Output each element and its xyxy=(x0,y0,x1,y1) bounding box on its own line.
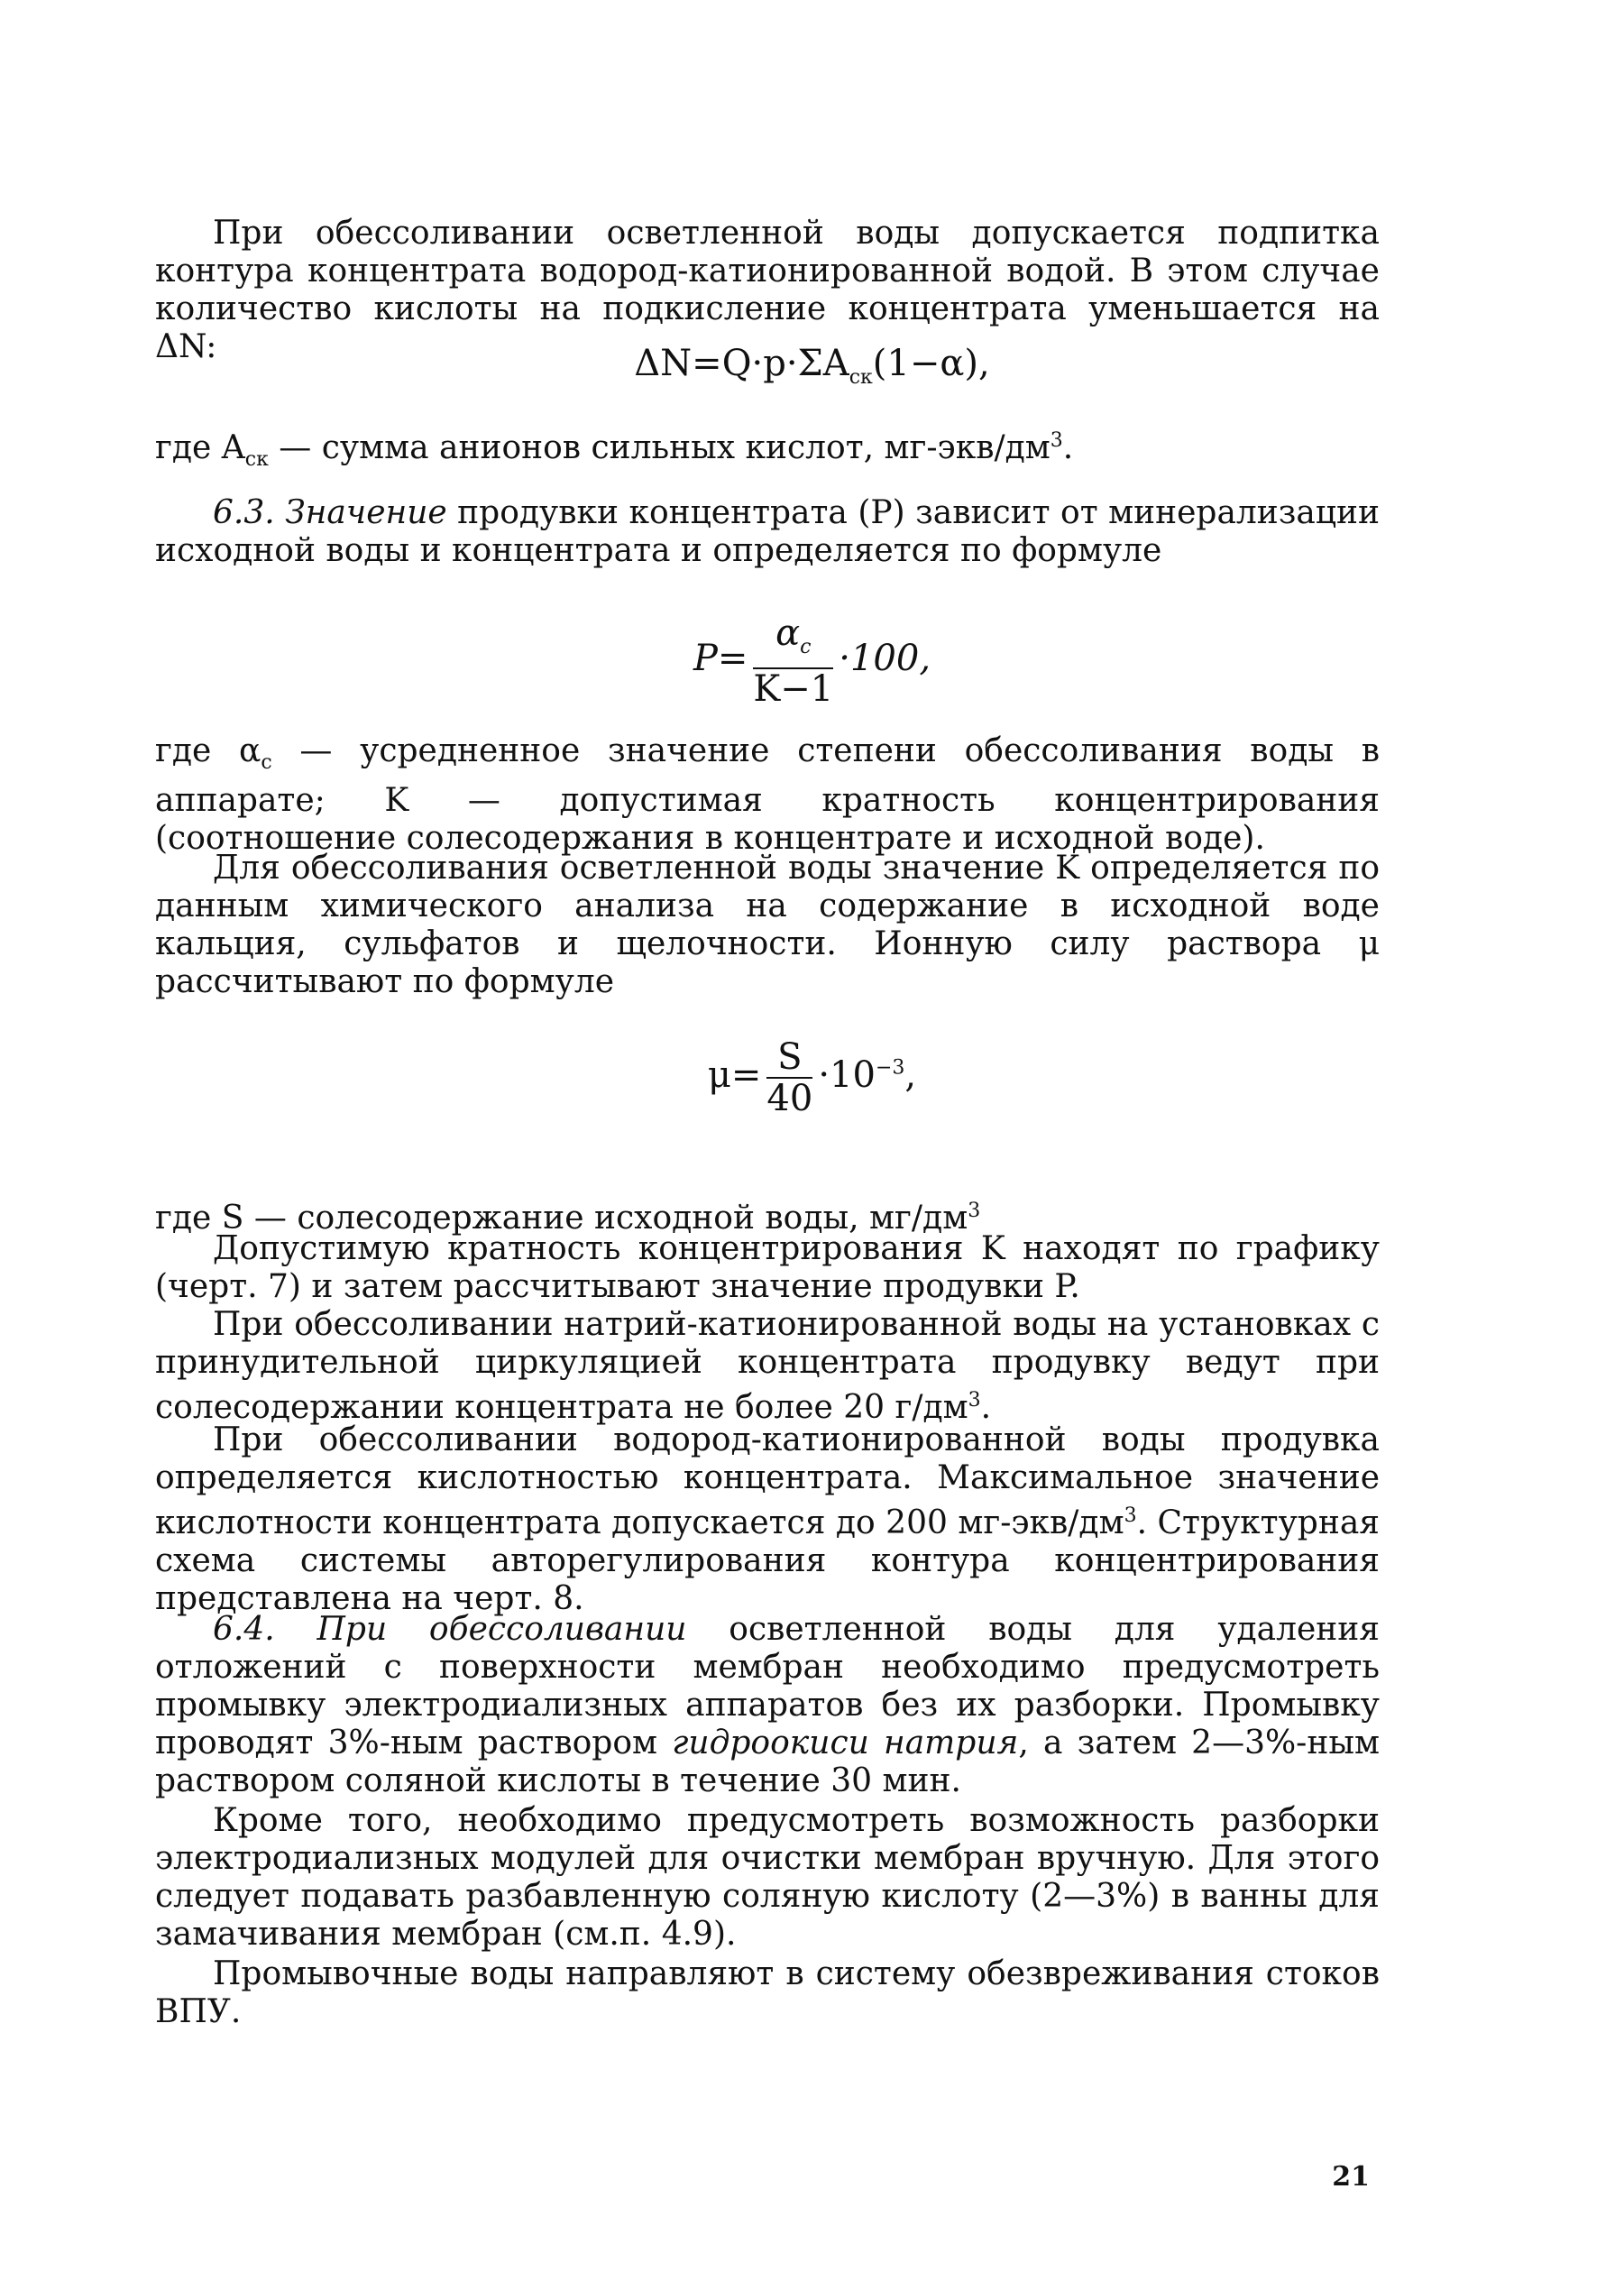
formula-tail: ·100, xyxy=(839,638,931,679)
formula-subscript: ск xyxy=(849,366,873,389)
section-text-b: , а затем 2—3%-ным раствором соляной кислоты в течение 30 мин. xyxy=(155,1725,1380,1799)
section-text: продувки концентрата (P) зависит от минерализации исходной воды и концентрата и определяется по формуле xyxy=(155,494,1381,569)
formula-lhs: P= xyxy=(693,638,748,679)
paragraph-hydrogen xyxy=(155,1421,1380,1618)
formula-tail: (1−α), xyxy=(872,343,990,384)
paragraph-wash-water xyxy=(155,1955,1380,2031)
section-6-4 xyxy=(155,1611,1380,1800)
page-number: 21 xyxy=(1332,2161,1370,2193)
formula-text: ΔN=Q·p·ΣA xyxy=(634,343,849,384)
section-keyword: При обессоливании xyxy=(317,1611,687,1648)
def-text: — усредненное значение степени обессоливания воды в аппарате; K — допустимая кратность концентрирования (соотношение солесодержания в концентрате и исходной воде). xyxy=(155,732,1381,858)
def-superscript: 3 xyxy=(1050,429,1063,452)
paragraph-text: Для обессоливания осветленной воды значение K определяется по данным химического анализа на содержание в исходной воде кальция, сульфатов и щелочности. Ионную силу раствора μ рассчитывают по формуле xyxy=(155,850,1380,1000)
def-prefix: где A xyxy=(155,429,245,466)
fraction-numerator: α xyxy=(775,612,801,654)
formula-delta-n xyxy=(0,343,1624,389)
def-subscript: ск xyxy=(244,448,269,472)
section-6-3 xyxy=(155,494,1380,570)
section-italic: гидроокиси натрия xyxy=(672,1725,1019,1761)
paragraph-tail: . Структурная схема системы авторегулирования контура концентрирования представлена на черт. 8. xyxy=(155,1504,1380,1617)
fraction-denominator: 40 xyxy=(766,1078,813,1119)
fraction-denominator: K−1 xyxy=(753,668,834,710)
paragraph-sodium xyxy=(155,1306,1380,1427)
paragraph-text: При обессоливании натрий-катионированной воды на установках с принудительной циркуляцией концентрата продувку ведут при солесодержании концентрата не более 20 г/дм xyxy=(155,1306,1380,1426)
paragraph-ionic-strength xyxy=(155,850,1380,1001)
formula-fraction xyxy=(766,1037,812,1118)
paragraph-text: Промывочные воды направляют в систему обезвреживания стоков ВПУ. xyxy=(155,1955,1380,2030)
def-text: где S — солесодержание исходной воды, мг/дм xyxy=(155,1200,968,1237)
fraction-num-subscript: с xyxy=(800,636,812,658)
formula-lhs: μ= xyxy=(707,1054,762,1096)
definition-anions xyxy=(155,422,1380,479)
def-subscript: с xyxy=(261,751,272,775)
formula-exponent: −3 xyxy=(875,1056,905,1080)
definition-alpha xyxy=(155,732,1380,858)
formula-tail: ·10 xyxy=(818,1054,876,1096)
section-number: 6.3. xyxy=(213,494,275,531)
section-keyword: Значение xyxy=(285,494,447,531)
paragraph-end: . xyxy=(980,1389,992,1426)
def-end: . xyxy=(1062,429,1074,466)
paragraph-superscript: 3 xyxy=(1124,1504,1137,1527)
paragraph-concentration xyxy=(155,1230,1380,1306)
paragraph-disassembly xyxy=(155,1802,1380,1954)
def-text: — сумма анионов сильных кислот, мг-экв/дм xyxy=(268,429,1051,466)
formula-end: , xyxy=(904,1054,917,1096)
paragraph-superscript: 3 xyxy=(968,1389,981,1412)
formula-p xyxy=(0,613,1624,709)
fraction-numerator: S xyxy=(766,1037,812,1079)
paragraph-text: Кроме того, необходимо предусмотреть возможность разборки электродиализных модулей для очистки мембран вручную. Для этого следует подавать разбавленную соляную кислоту (2—3%) в ванны для замачивания мембран (см.п. 4.9). xyxy=(155,1802,1380,1953)
formula-mu xyxy=(0,1037,1624,1118)
formula-fraction xyxy=(753,613,833,709)
paragraph-text: Допустимую кратность концентрирования K находят по графику (черт. 7) и затем рассчитывают значение продувки P. xyxy=(155,1230,1380,1305)
def-superscript: 3 xyxy=(968,1200,981,1222)
paragraph-text: При обессоливании водород-катионированной воды продувка определяется кислотностью концентрата. Максимальное значение кислотности концентрата допускается до 200 мг-экв/дм xyxy=(155,1421,1380,1541)
def-prefix: где α xyxy=(155,732,261,769)
paragraph-text: При обессоливании осветленной воды допускается подпитка контура концентрата водород-катионированной водой. В этом случае количество кислоты на подкисление концентрата уменьшается на ΔN: xyxy=(155,215,1380,365)
section-number: 6.4. xyxy=(213,1611,275,1648)
section-text-a: осветленной воды для удаления отложений с поверхности мембран необходимо предусмотреть промывку электродиализных аппаратов без их разборки. Промывку проводят 3%-ным раствором xyxy=(155,1611,1380,1761)
